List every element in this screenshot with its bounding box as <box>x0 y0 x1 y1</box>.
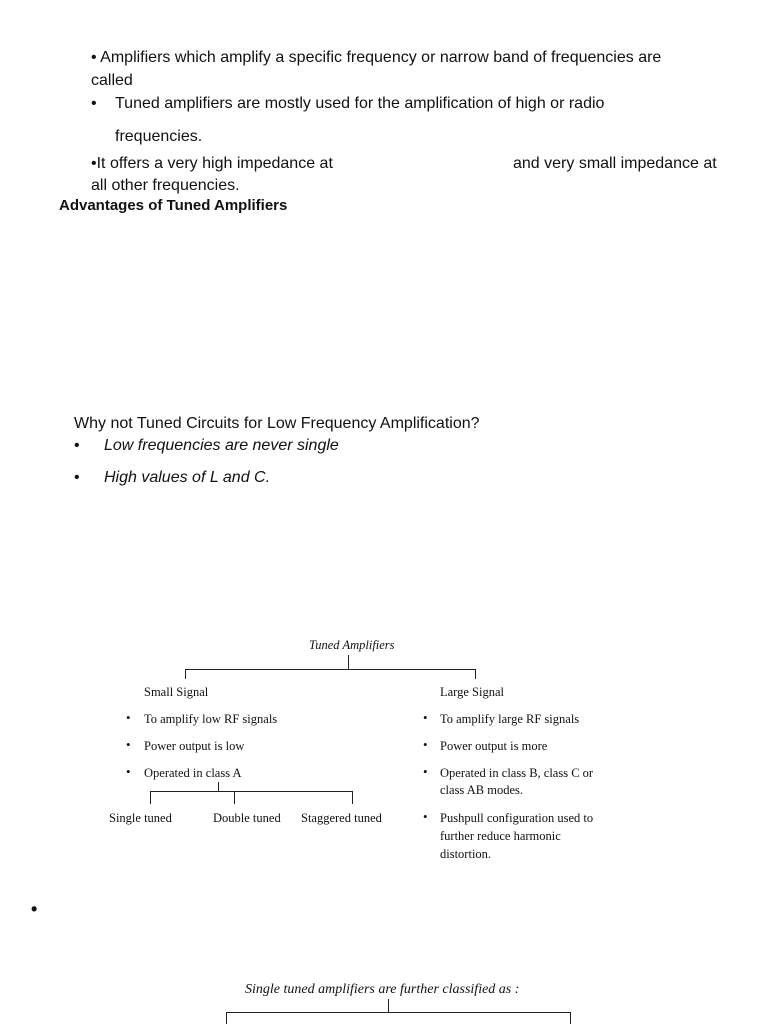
tree-right-drop <box>475 669 476 679</box>
child-staggered-tuned: Staggered tuned <box>301 811 382 825</box>
staggered-tuned-drop <box>352 791 353 804</box>
large-bullet-1: • <box>423 710 428 725</box>
large-item-4-line-3: distortion. <box>440 847 492 861</box>
small-children-branch <box>150 791 353 792</box>
large-item-2: Power output is more <box>440 739 548 753</box>
child-single-tuned: Single tuned <box>109 811 172 825</box>
large-item-4-line-2: further reduce harmonic <box>440 829 561 843</box>
large-item-3-line-1: Operated in class B, class C or <box>440 766 594 780</box>
tree-top-branch <box>185 669 476 670</box>
advantages-heading: Advantages of Tuned Amplifiers <box>59 197 288 214</box>
single-tuned-caption: Single tuned amplifiers are further classified as : <box>245 982 520 997</box>
large-bullet-4: • <box>423 809 428 824</box>
small-bullet-1: • <box>126 710 131 725</box>
why-not-question: Why not Tuned Circuits for Low Frequency Amplification? <box>74 415 480 432</box>
intro-bullet-3-line-2: all other frequencies. <box>91 177 240 194</box>
tree-title-stem <box>348 655 349 669</box>
child-double-tuned: Double tuned <box>213 811 281 825</box>
caption-right-drop <box>570 1012 571 1024</box>
small-item-3: Operated in class A <box>144 766 242 780</box>
intro-bullet-3-part-2: and very small impedance at <box>513 155 717 172</box>
large-signal-heading: Large Signal <box>440 685 504 699</box>
intro-bullet-2-marker: • <box>91 95 97 112</box>
small-bullet-2: • <box>126 737 131 752</box>
small-item-2: Power output is low <box>144 739 245 753</box>
small-bullet-3: • <box>126 764 131 779</box>
why-not-bullet-2-marker: • <box>74 469 80 486</box>
large-bullet-3: • <box>423 764 428 779</box>
intro-bullet-2-line-1: Tuned amplifiers are mostly used for the amplification of high or radio <box>115 95 605 112</box>
caption-stem <box>388 999 389 1012</box>
intro-bullet-2-line-2: frequencies. <box>115 128 203 145</box>
intro-bullet-1-line-1: • Amplifiers which amplify a specific frequency or narrow band of frequencies are <box>91 49 662 66</box>
stray-bullet: • <box>31 899 38 919</box>
large-bullet-2: • <box>423 737 428 752</box>
why-not-bullet-1-marker: • <box>74 437 80 454</box>
double-tuned-drop <box>234 791 235 804</box>
large-item-3-line-2: class AB modes. <box>440 783 523 797</box>
why-not-item-1: Low frequencies are never single <box>104 437 339 454</box>
small-item-1: To amplify low RF signals <box>144 712 278 726</box>
why-not-item-2: High values of L and C. <box>104 469 271 486</box>
tree-title: Tuned Amplifiers <box>309 638 395 652</box>
small-signal-heading: Small Signal <box>144 685 209 699</box>
intro-bullet-1-line-2: called <box>91 72 133 89</box>
large-item-4-line-1: Pushpull configuration used to <box>440 811 594 825</box>
caption-branch <box>226 1012 571 1013</box>
large-item-1: To amplify large RF signals <box>440 712 580 726</box>
caption-left-drop <box>226 1012 227 1024</box>
intro-bullet-3-part-1: •It offers a very high impedance at <box>91 155 333 172</box>
small-children-stem <box>218 782 219 791</box>
single-tuned-drop <box>150 791 151 804</box>
tree-left-drop <box>185 669 186 679</box>
